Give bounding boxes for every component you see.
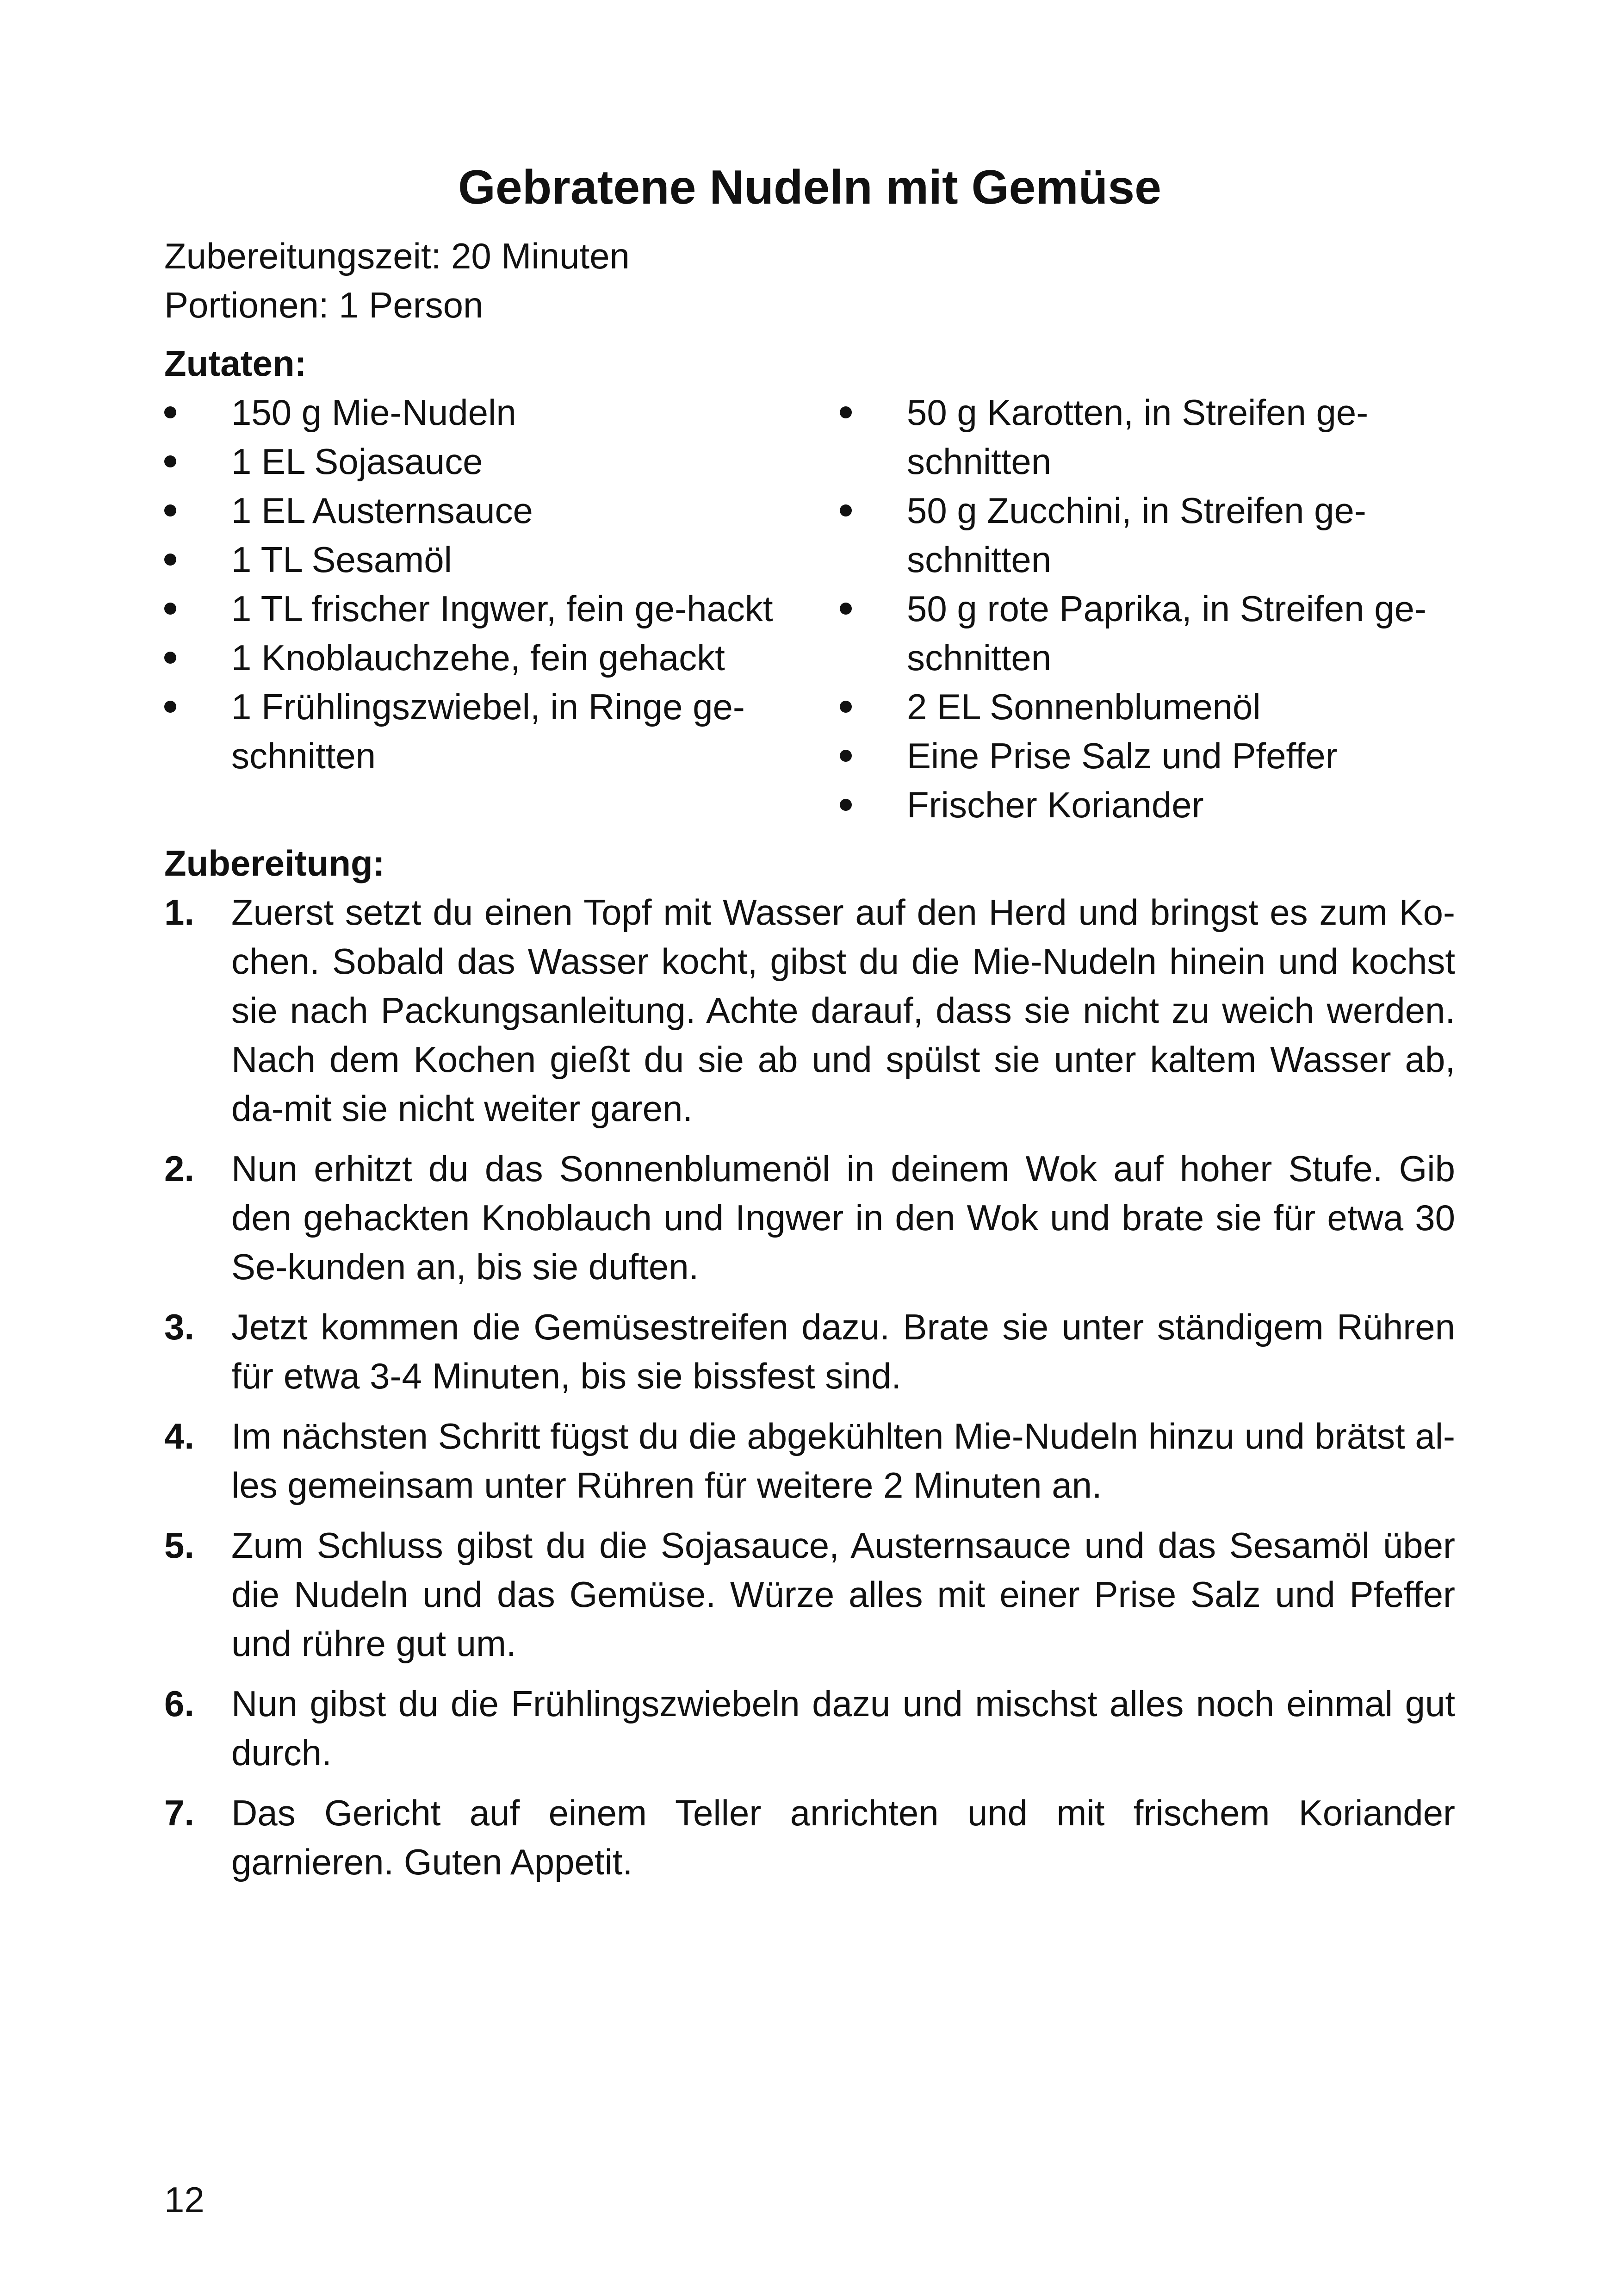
bullet-icon (840, 750, 852, 762)
ingredient-item (164, 633, 798, 682)
ingredient-text: 1 EL Austernsauce (231, 490, 533, 531)
step-text: Zum Schluss gibst du die Sojasauce, Austernsauce und das Sesamöl über die Nudeln und das Gemüse. Würze alles mit einer Prise Salz und Pfeffer und rühre gut um. (231, 1525, 1455, 1664)
ingredients-list (164, 388, 1455, 829)
ingredient-item (164, 584, 798, 633)
ingredient-item (164, 535, 798, 584)
servings: Portionen: 1 Person (164, 285, 484, 325)
ingredient-item (164, 388, 798, 437)
ingredient-text: 2 EL Sonnenblumenöl (907, 686, 1261, 727)
prep-time: Zubereitungszeit: 20 Minuten (164, 236, 630, 276)
preparation-step (164, 1788, 1455, 1886)
step-text: Nun gibst du die Frühlingszwiebeln dazu und mischst alles noch einmal gut durch. (231, 1683, 1455, 1773)
ingredient-item (840, 682, 1455, 731)
ingredient-item (840, 584, 1455, 682)
bullet-icon (164, 504, 176, 516)
ingredient-text: 1 TL frischer Ingwer, fein ge-hackt (231, 588, 773, 629)
ingredient-text: 1 EL Sojasauce (231, 441, 483, 482)
step-number: 6. (164, 1683, 195, 1724)
bullet-icon (840, 406, 852, 418)
preparation-step (164, 1302, 1455, 1400)
preparation-step (164, 1521, 1455, 1668)
ingredient-item (164, 437, 798, 486)
ingredients-heading: Zutaten: (164, 343, 307, 384)
step-text: Nun erhitzt du das Sonnenblumenöl in deinem Wok auf hoher Stufe. Gib den gehackten Knoblauch und Ingwer in den Wok und brate sie für etwa 30 Se-kunden an, bis sie duften. (231, 1148, 1455, 1287)
preparation-step (164, 1144, 1455, 1291)
ingredients-column-right (840, 388, 1455, 829)
ingredient-item (840, 486, 1455, 584)
ingredient-item (840, 780, 1455, 829)
recipe-meta (164, 231, 1455, 330)
step-number: 3. (164, 1307, 195, 1347)
ingredients-column-left (164, 388, 798, 829)
ingredient-item (164, 682, 798, 780)
step-text: Das Gericht auf einem Teller anrichten und mit frischem Koriander garnieren. Guten Appetit. (231, 1792, 1455, 1882)
preparation-step (164, 888, 1455, 1133)
step-text: Jetzt kommen die Gemüsestreifen dazu. Brate sie unter ständigem Rühren für etwa 3-4 Minuten, bis sie bissfest sind. (231, 1307, 1455, 1396)
bullet-icon (840, 799, 852, 811)
ingredient-text: 1 TL Sesamöl (231, 539, 452, 580)
step-text: Im nächsten Schritt fügst du die abgekühlten Mie-Nudeln hinzu und brätst al-les gemeinsam unter Rühren für weitere 2 Minuten an. (231, 1416, 1455, 1506)
preparation-step (164, 1412, 1455, 1510)
recipe-title: Gebratene Nudeln mit Gemüse (458, 161, 1161, 214)
ingredient-text: 50 g Zucchini, in Streifen ge-schnitten (907, 490, 1366, 580)
preparation-heading: Zubereitung: (164, 843, 385, 884)
ingredient-item (840, 388, 1455, 486)
bullet-icon (164, 701, 176, 713)
step-number: 7. (164, 1792, 195, 1833)
ingredient-text: 50 g Karotten, in Streifen ge-schnitten (907, 392, 1369, 482)
bullet-icon (840, 504, 852, 516)
step-number: 4. (164, 1416, 195, 1456)
ingredient-text: 50 g rote Paprika, in Streifen ge-schnitten (907, 588, 1426, 678)
ingredient-text: Eine Prise Salz und Pfeffer (907, 735, 1338, 776)
bullet-icon (840, 603, 852, 615)
ingredient-text: Frischer Koriander (907, 784, 1204, 825)
ingredient-text: 1 Frühlingszwiebel, in Ringe ge-schnitten (231, 686, 745, 776)
page-number: 12 (164, 2179, 205, 2220)
ingredient-item (840, 731, 1455, 780)
bullet-icon (164, 603, 176, 615)
step-number: 1. (164, 892, 195, 933)
step-number: 5. (164, 1525, 195, 1566)
bullet-icon (164, 652, 176, 664)
ingredient-text: 150 g Mie-Nudeln (231, 392, 516, 433)
step-text: Zuerst setzt du einen Topf mit Wasser auf den Herd und bringst es zum Ko-chen. Sobald das Wasser kocht, gibst du die Mie-Nudeln hinein und kochst sie nach Packungsanleitung. Achte darauf, dass sie nicht zu weich werden. Nach dem Kochen gießt du sie ab und spülst sie unter kaltem Wasser ab, da-mit sie nicht weiter garen. (231, 892, 1455, 1129)
bullet-icon (840, 701, 852, 713)
preparation-steps (164, 888, 1455, 1886)
ingredient-item (164, 486, 798, 535)
preparation-step (164, 1679, 1455, 1777)
bullet-icon (164, 554, 176, 566)
ingredient-text: 1 Knoblauchzehe, fein gehackt (231, 637, 725, 678)
page-content (164, 157, 1455, 1898)
bullet-icon (164, 406, 176, 418)
step-number: 2. (164, 1148, 195, 1189)
bullet-icon (164, 455, 176, 467)
